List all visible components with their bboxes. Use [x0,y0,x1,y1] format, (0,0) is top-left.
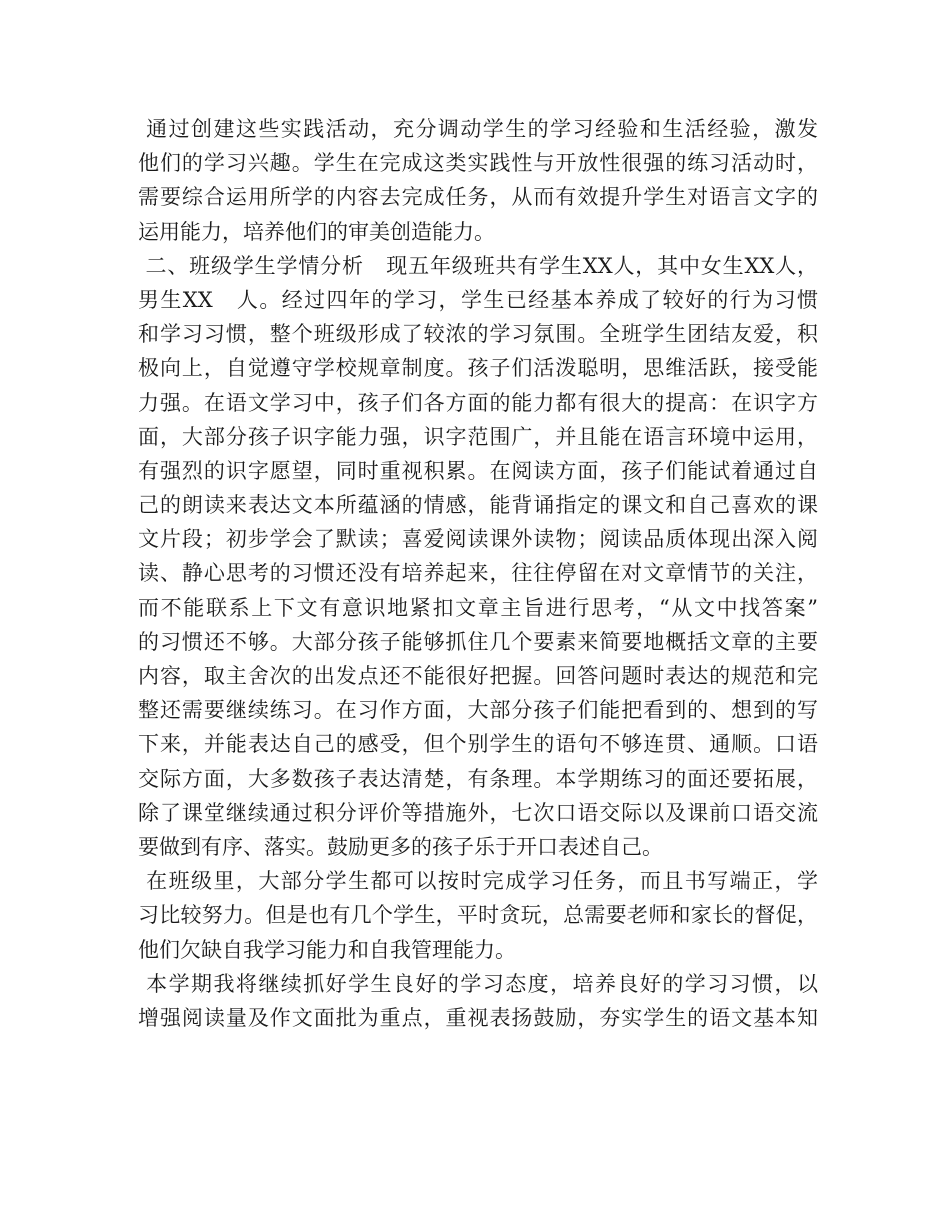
text-line: 在班级里，大部分学生都可以按时完成学习任务，而且书写端正，学 [138,869,818,894]
text-line: 运用能力，培养他们的审美创造能力。 [138,219,495,244]
text-line: 要做到有序、落实。鼓励更多的孩子乐于开口表述自己。 [138,834,663,859]
text-line: 和学习习惯，整个班级形成了较浓的学习氛围。全班学生团结友爱，积 [138,322,818,347]
text-line: 本学期我将继续抓好学生良好的学习态度，培养良好的学习习惯，以 [138,971,818,996]
text-line: 习比较努力。但是也有几个学生，平时贪玩，总需要老师和家长的督促， [138,903,818,928]
text-line: 通过创建这些实践活动，充分调动学生的学习经验和生活经验，激发 [138,117,818,141]
text-line: 的习惯还不够。大部分孩子能够抓住几个要素来简要地概括文章的主要 [138,629,818,654]
paragraph [138,249,818,864]
paragraph [138,864,818,967]
document-body [138,112,818,1035]
text-line: 除了课堂继续通过积分评价等措施外，七次口语交际以及课前口语交流 [138,800,818,825]
text-line: 整还需要继续练习。在习作方面，大部分孩子们能把看到的、想到的写 [138,698,818,723]
text-line: 二、班级学生学情分析 现五年级班共有学生XX人，其中女生XX人， [138,253,818,278]
text-line: 而不能联系上下文有意识地紧扣文章主旨进行思考，“从文中找答案” [138,595,818,620]
text-line: 增强阅读量及作文面批为重点，重视表扬鼓励，夯实学生的语文基本知 [138,1005,818,1030]
paragraph [138,112,818,249]
text-line: 力强。在语文学习中，孩子们各方面的能力都有很大的提高：在识字方 [138,390,818,415]
text-line: 需要综合运用所学的内容去完成任务，从而有效提升学生对语言文字的 [138,185,818,210]
text-line: 文片段；初步学会了默读；喜爱阅读课外读物；阅读品质体现出深入阅 [138,527,818,552]
text-line: 极向上，自觉遵守学校规章制度。孩子们活泼聪明，思维活跃，接受能 [138,356,818,381]
text-line: 交际方面，大多数孩子表达清楚，有条理。本学期练习的面还要拓展， [138,766,818,791]
text-line: 读、静心思考的习惯还没有培养起来，往往停留在对文章情节的关注， [138,561,818,586]
text-line: 他们欠缺自我学习能力和自我管理能力。 [138,937,516,962]
text-line: 下来，并能表达自己的感受，但个别学生的语句不够连贯、通顺。口语 [138,732,818,757]
text-line: 男生XX 人。经过四年的学习，学生已经基本养成了较好的行为习惯 [138,287,818,312]
paragraph [138,967,818,1035]
text-line: 有强烈的识字愿望，同时重视积累。在阅读方面，孩子们能试着通过自 [138,458,818,483]
text-line: 他们的学习兴趣。学生在完成这类实践性与开放性很强的练习活动时， [138,151,818,176]
text-line: 内容，取主舍次的出发点还不能很好把握。回答问题时表达的规范和完 [138,664,818,688]
text-line: 面，大部分孩子识字能力强，识字范围广，并且能在语言环境中运用， [138,424,818,449]
text-line: 己的朗读来表达文本所蕴涵的情感，能背诵指定的课文和自己喜欢的课 [138,493,818,518]
